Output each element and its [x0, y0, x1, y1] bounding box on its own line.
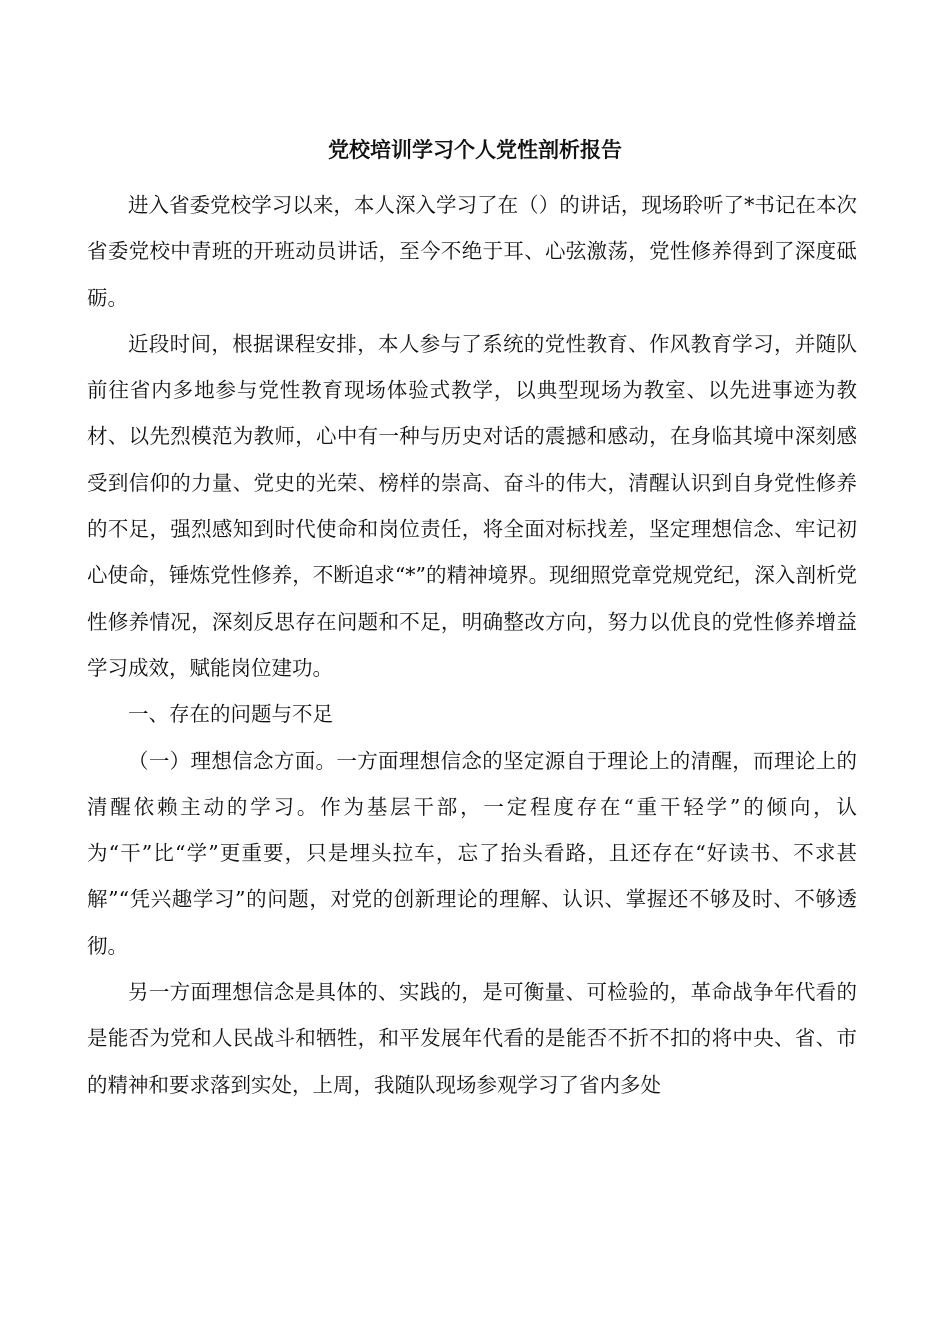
paragraph-study: 近段时间，根据课程安排，本人参与了系统的党性教育、作风教育学习，并随队前往省内多地参与党性教育现场体验式教学，以典型现场为教室、以先进事迹为教材、以先烈模范为教师，心中有一种与历史对话的震撼和感动，在身临其境中深刻感受到信仰的力量、党史的光荣、榜样的崇高、奋斗的伟大，清醒认识到自身党性修养的不足，强烈感知到时代使命和岗位责任，将全面对标找差，坚定理想信念、牢记初心使命，锤炼党性修养，不断追求“*”的精神境界。现细照党章党规党纪，深入剖析党性修养情况，深刻反思存在问题和不足，明确整改方向，努力以优良的党性修养增益学习成效，赋能岗位建功。: [87, 331, 857, 680]
section-heading-problems: 一、存在的问题与不足: [128, 702, 333, 727]
paragraph-intro: 进入省委党校学习以来，本人深入学习了在（）的讲话，现场聆听了*书记在本次省委党校中青班的开班动员讲话，至今不绝于耳、心弦激荡，党性修养得到了深度砥砺。: [87, 193, 857, 310]
document-title: 党校培训学习个人党性剖析报告: [328, 137, 622, 162]
document-body: [87, 182, 857, 1108]
paragraph-ideals-practice: 另一方面理想信念是具体的、实践的，是可衡量、可检验的，革命战争年代看的是能否为党和人民战斗和牺牲，和平发展年代看的是能否不折不扣的将中央、省、市的精神和要求落到实处，上周，我随队现场参观学习了省内多处: [87, 980, 857, 1097]
paragraph-ideals: （一）理想信念方面。一方面理想信念的坚定源自于理论上的清醒，而理论上的清醒依赖主动的学习。作为基层干部，一定程度存在“重干轻学”的倾向，认为“干”比“学”更重要，只是埋头拉车，忘了抬头看路，且还存在“好读书、不求甚解”“凭兴趣学习”的问题，对党的创新理论的理解、认识、掌握还不够及时、不够透彻。: [87, 748, 857, 958]
